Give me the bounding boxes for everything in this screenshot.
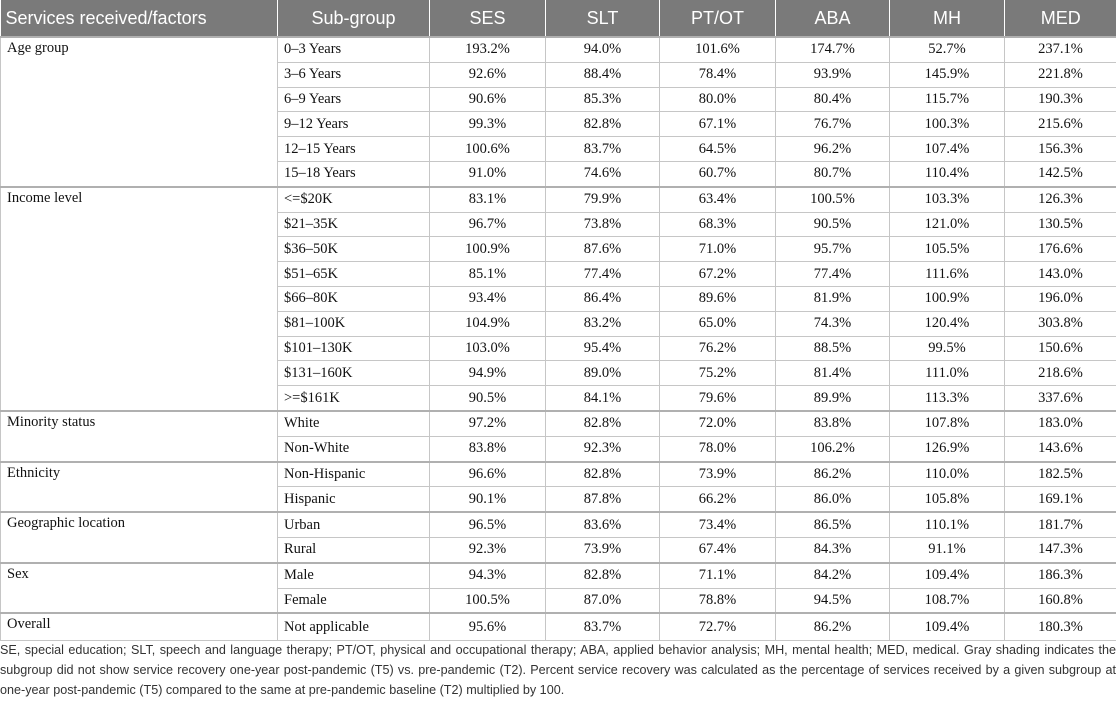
value-cell: 73.9% [660,462,776,487]
factor-cell: Age group [1,37,278,187]
subgroup-cell: Male [278,563,430,588]
value-cell: 89.6% [660,286,776,311]
value-cell: 82.8% [546,411,660,436]
subgroup-cell: 15–18 Years [278,161,430,186]
value-cell: 182.5% [1005,462,1116,487]
subgroup-cell: 12–15 Years [278,137,430,162]
value-cell: 81.4% [776,361,890,386]
value-cell: 130.5% [1005,212,1116,237]
value-cell: 82.8% [546,462,660,487]
value-cell: 107.4% [890,137,1005,162]
value-cell: 66.2% [660,487,776,512]
value-cell: 90.5% [776,212,890,237]
value-cell: 111.0% [890,361,1005,386]
value-cell: 99.5% [890,336,1005,361]
value-cell: 237.1% [1005,37,1116,62]
value-cell: 78.8% [660,588,776,613]
value-cell: 80.4% [776,87,890,112]
value-cell: 101.6% [660,37,776,62]
value-cell: 111.6% [890,262,1005,287]
value-cell: 89.0% [546,361,660,386]
value-cell: 71.1% [660,563,776,588]
value-cell: 106.2% [776,436,890,461]
subgroup-cell: $36–50K [278,237,430,262]
value-cell: 83.8% [776,411,890,436]
value-cell: 78.0% [660,436,776,461]
col-header-ptot: PT/OT [660,0,776,37]
value-cell: 77.4% [546,262,660,287]
factor-cell: Overall [1,613,278,640]
value-cell: 91.1% [890,537,1005,562]
value-cell: 94.0% [546,37,660,62]
value-cell: 82.8% [546,112,660,137]
subgroup-cell: Non-Hispanic [278,462,430,487]
subgroup-cell: $131–160K [278,361,430,386]
value-cell: 80.0% [660,87,776,112]
value-cell: 75.2% [660,361,776,386]
value-cell: 88.4% [546,62,660,87]
value-cell: 90.1% [430,487,546,512]
value-cell: 84.2% [776,563,890,588]
value-cell: 109.4% [890,613,1005,640]
value-cell: 67.2% [660,262,776,287]
value-cell: 72.0% [660,411,776,436]
col-header-subgroup: Sub-group [278,0,430,37]
value-cell: 80.7% [776,161,890,186]
subgroup-cell: White [278,411,430,436]
value-cell: 107.8% [890,411,1005,436]
value-cell: 86.5% [776,512,890,537]
subgroup-cell: Not applicable [278,613,430,640]
value-cell: 156.3% [1005,137,1116,162]
col-header-slt: SLT [546,0,660,37]
subgroup-cell: Urban [278,512,430,537]
header-row [1,0,1116,37]
value-cell: 100.5% [776,187,890,212]
value-cell: 94.9% [430,361,546,386]
value-cell: 73.9% [546,537,660,562]
table-row [1,512,1116,537]
value-cell: 77.4% [776,262,890,287]
value-cell: 145.9% [890,62,1005,87]
value-cell: 103.0% [430,336,546,361]
value-cell: 74.3% [776,311,890,336]
col-header-med: MED [1005,0,1116,37]
subgroup-cell: $21–35K [278,212,430,237]
value-cell: 303.8% [1005,311,1116,336]
value-cell: 79.6% [660,386,776,411]
value-cell: 74.6% [546,161,660,186]
value-cell: 105.8% [890,487,1005,512]
value-cell: 215.6% [1005,112,1116,137]
value-cell: 85.1% [430,262,546,287]
value-cell: 108.7% [890,588,1005,613]
factor-cell: Sex [1,563,278,614]
value-cell: 113.3% [890,386,1005,411]
col-header-mh: MH [890,0,1005,37]
value-cell: 96.2% [776,137,890,162]
subgroup-cell: >=$161K [278,386,430,411]
value-cell: 90.5% [430,386,546,411]
value-cell: 67.1% [660,112,776,137]
value-cell: 100.5% [430,588,546,613]
value-cell: 190.3% [1005,87,1116,112]
value-cell: 183.0% [1005,411,1116,436]
value-cell: 160.8% [1005,588,1116,613]
table-row [1,613,1116,640]
value-cell: 85.3% [546,87,660,112]
value-cell: 181.7% [1005,512,1116,537]
value-cell: 147.3% [1005,537,1116,562]
value-cell: 73.8% [546,212,660,237]
value-cell: 91.0% [430,161,546,186]
value-cell: 83.6% [546,512,660,537]
value-cell: 115.7% [890,87,1005,112]
value-cell: 79.9% [546,187,660,212]
value-cell: 143.0% [1005,262,1116,287]
subgroup-cell: 9–12 Years [278,112,430,137]
value-cell: 83.1% [430,187,546,212]
value-cell: 81.9% [776,286,890,311]
value-cell: 100.6% [430,137,546,162]
value-cell: 92.3% [430,537,546,562]
col-header-ses: SES [430,0,546,37]
value-cell: 121.0% [890,212,1005,237]
subgroup-cell: 3–6 Years [278,62,430,87]
value-cell: 126.9% [890,436,1005,461]
value-cell: 126.3% [1005,187,1116,212]
value-cell: 96.6% [430,462,546,487]
value-cell: 92.6% [430,62,546,87]
value-cell: 76.7% [776,112,890,137]
value-cell: 120.4% [890,311,1005,336]
value-cell: 169.1% [1005,487,1116,512]
value-cell: 63.4% [660,187,776,212]
value-cell: 196.0% [1005,286,1116,311]
value-cell: 95.7% [776,237,890,262]
factor-cell: Minority status [1,411,278,462]
subgroup-cell: Non-White [278,436,430,461]
factor-cell: Income level [1,187,278,411]
value-cell: 87.6% [546,237,660,262]
table-body [1,37,1116,641]
value-cell: 90.6% [430,87,546,112]
value-cell: 93.4% [430,286,546,311]
value-cell: 93.9% [776,62,890,87]
value-cell: 110.0% [890,462,1005,487]
value-cell: 97.2% [430,411,546,436]
table-row [1,411,1116,436]
value-cell: 67.4% [660,537,776,562]
value-cell: 64.5% [660,137,776,162]
value-cell: 84.3% [776,537,890,562]
value-cell: 71.0% [660,237,776,262]
value-cell: 110.1% [890,512,1005,537]
subgroup-cell: Female [278,588,430,613]
value-cell: 86.0% [776,487,890,512]
value-cell: 83.8% [430,436,546,461]
value-cell: 92.3% [546,436,660,461]
col-header-aba: ABA [776,0,890,37]
value-cell: 100.9% [430,237,546,262]
value-cell: 52.7% [890,37,1005,62]
value-cell: 109.4% [890,563,1005,588]
value-cell: 150.6% [1005,336,1116,361]
value-cell: 86.2% [776,613,890,640]
value-cell: 86.2% [776,462,890,487]
value-cell: 186.3% [1005,563,1116,588]
value-cell: 76.2% [660,336,776,361]
value-cell: 103.3% [890,187,1005,212]
subgroup-cell: Hispanic [278,487,430,512]
value-cell: 87.0% [546,588,660,613]
value-cell: 83.7% [546,137,660,162]
value-cell: 84.1% [546,386,660,411]
value-cell: 105.5% [890,237,1005,262]
value-cell: 100.3% [890,112,1005,137]
value-cell: 96.5% [430,512,546,537]
value-cell: 174.7% [776,37,890,62]
value-cell: 89.9% [776,386,890,411]
subgroup-cell: Rural [278,537,430,562]
value-cell: 68.3% [660,212,776,237]
value-cell: 337.6% [1005,386,1116,411]
factor-cell: Ethnicity [1,462,278,513]
value-cell: 60.7% [660,161,776,186]
table-footnote: SE, special education; SLT, speech and language therapy; PT/OT, physical and occupational therapy; ABA, applied behavior analysis; MH, mental health; MED, medical. Gray shading indicates the subgroup did not show service recovery one-year post-pandemic (T5) vs. pre-pandemic (T2). Percent service recovery was calculated as the percentage of services received by a given subgroup at one-year post-pandemic (T5) compared to the same at pre-pandemic baseline (T2) multiplied by 100. [0,643,1116,697]
value-cell: 100.9% [890,286,1005,311]
value-cell: 99.3% [430,112,546,137]
value-cell: 180.3% [1005,613,1116,640]
value-cell: 110.4% [890,161,1005,186]
value-cell: 221.8% [1005,62,1116,87]
subgroup-cell: $51–65K [278,262,430,287]
value-cell: 96.7% [430,212,546,237]
value-cell: 95.6% [430,613,546,640]
subgroup-cell: 0–3 Years [278,37,430,62]
value-cell: 82.8% [546,563,660,588]
subgroup-cell: <=$20K [278,187,430,212]
value-cell: 193.2% [430,37,546,62]
table-row [1,462,1116,487]
value-cell: 73.4% [660,512,776,537]
value-cell: 83.2% [546,311,660,336]
value-cell: 87.8% [546,487,660,512]
value-cell: 65.0% [660,311,776,336]
value-cell: 95.4% [546,336,660,361]
factor-cell: Geographic location [1,512,278,563]
value-cell: 88.5% [776,336,890,361]
value-cell: 78.4% [660,62,776,87]
value-cell: 218.6% [1005,361,1116,386]
value-cell: 176.6% [1005,237,1116,262]
col-header-factor: Services received/factors [1,0,278,37]
subgroup-cell: $66–80K [278,286,430,311]
subgroup-cell: $81–100K [278,311,430,336]
value-cell: 104.9% [430,311,546,336]
value-cell: 142.5% [1005,161,1116,186]
value-cell: 83.7% [546,613,660,640]
table-row [1,37,1116,62]
subgroup-cell: 6–9 Years [278,87,430,112]
value-cell: 143.6% [1005,436,1116,461]
value-cell: 94.3% [430,563,546,588]
value-cell: 86.4% [546,286,660,311]
table-row [1,563,1116,588]
subgroup-cell: $101–130K [278,336,430,361]
value-cell: 94.5% [776,588,890,613]
table-row [1,187,1116,212]
value-cell: 72.7% [660,613,776,640]
